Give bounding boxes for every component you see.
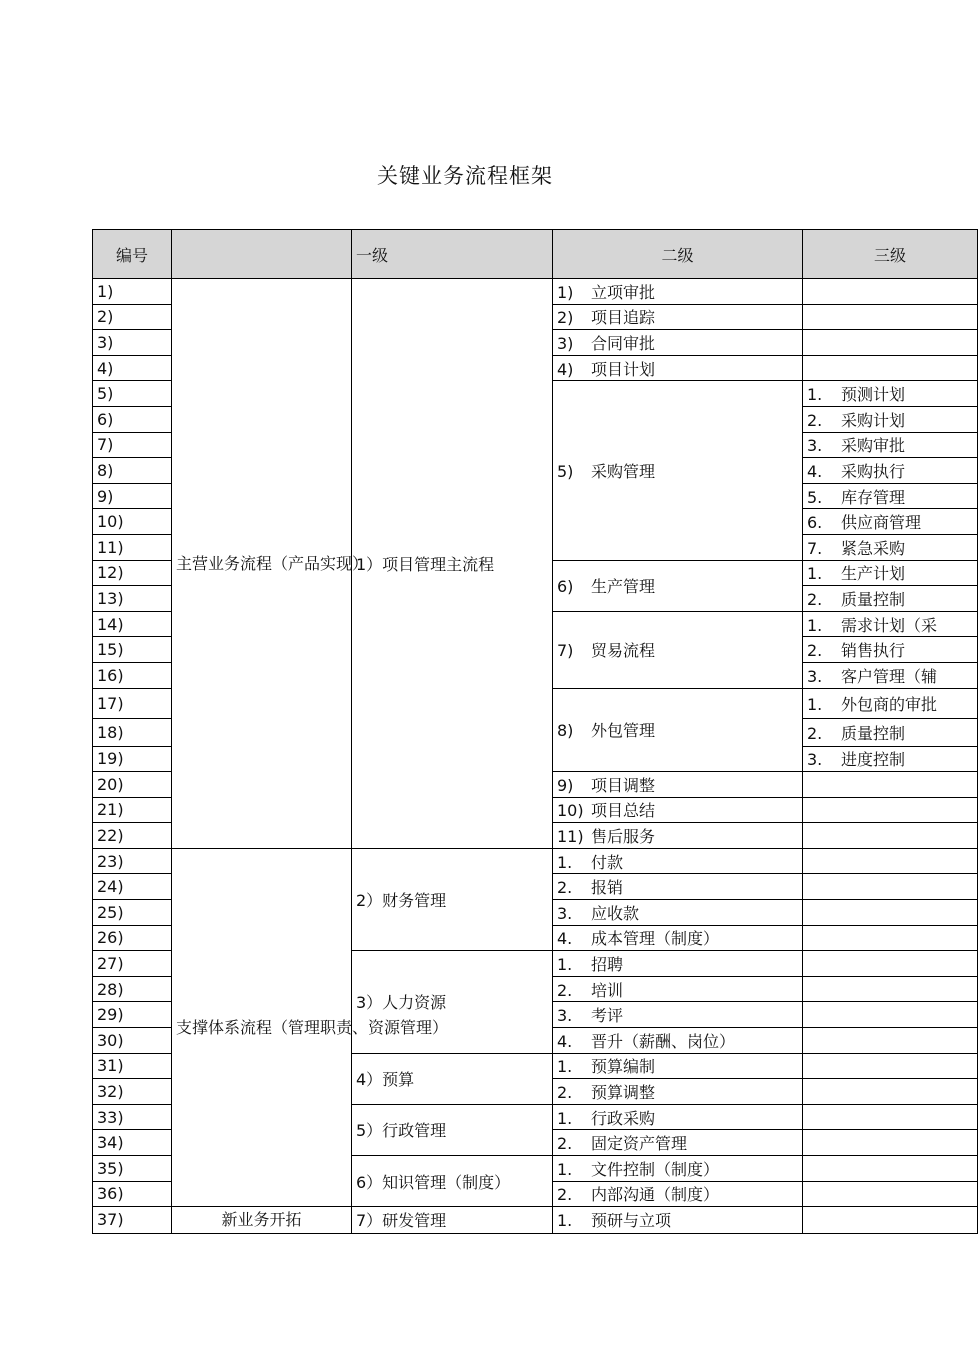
level3-empty [803,874,978,900]
row-number: 18) [93,718,172,746]
level2-item [553,1028,803,1054]
level2-num: 2. [557,878,573,898]
level3-text: 需求计划（采 [841,615,938,635]
row-number: 16) [93,662,172,688]
level3-item [803,718,978,746]
level3-item [803,637,978,663]
level3-num: 2. [807,641,823,661]
level3-item [803,560,978,586]
level2-text: 预算编制 [591,1057,656,1077]
level3-empty [803,900,978,926]
level3-empty [803,951,978,977]
level3-item [803,483,978,509]
row-number: 5) [93,381,172,407]
level3-text: 紧急采购 [841,538,906,558]
level2-num: 4. [557,929,573,949]
level2-trade-process [553,611,803,688]
level3-num: 1. [807,615,823,635]
table-row [93,1207,978,1234]
row-number: 21) [93,797,172,823]
level2-num: 1. [557,852,573,872]
level2-num: 9) [557,775,574,795]
level2-text: 合同审批 [591,333,656,353]
header-row [93,230,978,279]
level3-text: 生产计划 [841,564,906,584]
level3-empty [803,279,978,305]
level3-item [803,509,978,535]
row-number: 12) [93,560,172,586]
level2-num: 4. [557,1031,573,1051]
row-number: 31) [93,1053,172,1079]
level3-num: 5. [807,487,823,507]
level2-text: 售后服务 [591,827,656,847]
level3-item [803,458,978,484]
level3-empty [803,1053,978,1079]
row-number: 2) [93,304,172,330]
level2-num: 11) [557,827,584,847]
level2-text: 外包管理 [591,721,656,741]
row-number: 3) [93,330,172,356]
category-main: 主营业务流程（产品实现） [172,279,352,849]
header-category [172,230,352,279]
row-number: 25) [93,900,172,926]
row-number: 17) [93,688,172,718]
level2-item [553,925,803,951]
level2-item [553,279,803,305]
level2-text: 考评 [591,1006,624,1026]
level2-item [553,1130,803,1156]
level2-num: 7) [557,641,574,661]
category-support: 支撑体系流程（管理职责、资源管理） [172,848,352,1206]
process-framework-table [92,229,978,1234]
level2-num: 2. [557,1083,573,1103]
level3-item [803,746,978,772]
level2-num: 2. [557,1185,573,1205]
level3-text: 客户管理（辅 [841,666,938,686]
document-title: 关键业务流程框架 [377,164,553,188]
level3-item [803,688,978,718]
row-number: 4) [93,355,172,381]
level2-text: 项目追踪 [591,308,656,328]
level3-empty [803,1002,978,1028]
level2-item [553,1181,803,1207]
header-level1: 一级 [352,230,553,279]
level2-item [553,874,803,900]
level2-text: 报销 [591,878,624,898]
level1-administration: 5）行政管理 [352,1104,553,1155]
level3-text: 采购执行 [841,461,906,481]
level3-empty [803,797,978,823]
level3-text: 进度控制 [841,750,906,770]
level3-text: 采购审批 [841,436,906,456]
level3-empty [803,1104,978,1130]
level3-empty [803,1079,978,1105]
level3-text: 预测计划 [841,385,906,405]
level2-text: 采购管理 [591,461,656,481]
level3-item [803,662,978,688]
level3-empty [803,1130,978,1156]
level2-text: 内部沟通（制度） [591,1185,720,1205]
level2-item [553,1079,803,1105]
row-number: 7) [93,432,172,458]
level1-knowledge-management: 6）知识管理（制度） [352,1156,553,1207]
row-number: 37) [93,1207,172,1234]
level3-item [803,611,978,637]
level2-text: 项目调整 [591,775,656,795]
level2-text: 生产管理 [591,577,656,597]
level3-empty [803,355,978,381]
level2-item [553,330,803,356]
level3-num: 2. [807,589,823,609]
category-new-business: 新业务开拓 [172,1207,352,1234]
level3-num: 4. [807,461,823,481]
row-number: 14) [93,611,172,637]
row-number: 34) [93,1130,172,1156]
level2-item [553,976,803,1002]
level2-item [553,1002,803,1028]
level3-empty [803,848,978,874]
level2-item [553,797,803,823]
table-row [93,848,978,874]
level2-num: 1) [557,282,574,302]
level3-item [803,381,978,407]
row-number: 20) [93,772,172,798]
level2-text: 立项审批 [591,282,656,302]
level2-text: 固定资产管理 [591,1134,688,1154]
row-number: 13) [93,586,172,612]
level3-num: 6. [807,513,823,533]
row-number: 35) [93,1156,172,1182]
level1-human-resources: 3）人力资源 [352,951,553,1053]
row-number: 23) [93,848,172,874]
level2-production-management [553,560,803,611]
row-number: 6) [93,406,172,432]
level2-item [553,1104,803,1130]
level2-text: 项目总结 [591,801,656,821]
level2-num: 2. [557,980,573,1000]
level2-num: 10) [557,801,584,821]
level2-item [553,848,803,874]
level2-num: 6) [557,577,574,597]
level1-finance: 2）财务管理 [352,848,553,950]
level1-rd-management: 7）研发管理 [352,1207,553,1234]
level2-num: 1. [557,1211,573,1231]
level1-project-management: 1）项目管理主流程 [352,279,553,849]
level2-text: 应收款 [591,903,640,923]
level2-num: 3) [557,333,574,353]
header-number: 编号 [93,230,172,279]
level3-text: 供应商管理 [841,513,922,533]
level2-num: 4) [557,359,574,379]
level2-item [553,772,803,798]
row-number: 10) [93,509,172,535]
table-row [93,279,978,305]
level3-num: 1. [807,385,823,405]
level3-num: 3. [807,436,823,456]
level3-empty [803,330,978,356]
row-number: 24) [93,874,172,900]
row-number: 33) [93,1104,172,1130]
level2-text: 项目计划 [591,359,656,379]
level2-num: 1. [557,1159,573,1179]
level2-text: 晋升（薪酬、岗位） [591,1031,736,1051]
level3-empty [803,1181,978,1207]
level3-empty [803,772,978,798]
level2-item [553,823,803,849]
row-number: 11) [93,534,172,560]
level3-item [803,432,978,458]
row-number: 19) [93,746,172,772]
level2-text: 文件控制（制度） [591,1159,720,1179]
level2-text: 贸易流程 [591,641,656,661]
row-number: 15) [93,637,172,663]
level3-item [803,534,978,560]
level2-text: 行政采购 [591,1108,656,1128]
level3-item [803,586,978,612]
row-number: 28) [93,976,172,1002]
row-number: 9) [93,483,172,509]
level2-item [553,355,803,381]
level2-item [553,900,803,926]
level3-empty [803,1028,978,1054]
row-number: 26) [93,925,172,951]
row-number: 1) [93,279,172,305]
level1-budget: 4）预算 [352,1053,553,1104]
level3-text: 质量控制 [841,723,906,743]
level3-empty [803,1207,978,1234]
level2-num: 2) [557,308,574,328]
level2-num: 2. [557,1134,573,1154]
row-number: 29) [93,1002,172,1028]
level2-num: 1. [557,1108,573,1128]
level3-num: 2. [807,410,823,430]
row-number: 27) [93,951,172,977]
level2-text: 预算调整 [591,1083,656,1103]
level3-text: 采购计划 [841,410,906,430]
level3-num: 1. [807,694,823,714]
level2-num: 8) [557,721,574,741]
level2-text: 预研与立项 [591,1211,672,1231]
level3-empty [803,925,978,951]
level3-text: 销售执行 [841,641,906,661]
level2-item [553,951,803,977]
level2-item [553,304,803,330]
level2-text: 成本管理（制度） [591,929,720,949]
level2-text: 付款 [591,852,624,872]
level3-empty [803,304,978,330]
level3-item [803,406,978,432]
level2-text: 招聘 [591,955,624,975]
row-number: 8) [93,458,172,484]
level2-num: 3. [557,1006,573,1026]
level2-outsource-management [553,688,803,772]
level2-item [553,1053,803,1079]
level2-purchase-management [553,381,803,560]
header-level2: 二级 [553,230,803,279]
level2-num: 3. [557,903,573,923]
level3-num: 3. [807,666,823,686]
level2-num: 1. [557,955,573,975]
level3-text: 外包商的审批 [841,694,938,714]
row-number: 36) [93,1181,172,1207]
level2-num: 5) [557,461,574,481]
level2-text: 培训 [591,980,624,1000]
level2-item [553,1156,803,1182]
level3-empty [803,823,978,849]
level3-num: 3. [807,750,823,770]
header-level3: 三级 [803,230,978,279]
level3-empty [803,1156,978,1182]
level3-empty [803,976,978,1002]
row-number: 30) [93,1028,172,1054]
level3-num: 1. [807,564,823,584]
level2-num: 1. [557,1057,573,1077]
level2-item [553,1207,803,1234]
row-number: 32) [93,1079,172,1105]
level3-num: 7. [807,538,823,558]
level3-text: 库存管理 [841,487,906,507]
level3-num: 2. [807,723,823,743]
level3-text: 质量控制 [841,589,906,609]
row-number: 22) [93,823,172,849]
